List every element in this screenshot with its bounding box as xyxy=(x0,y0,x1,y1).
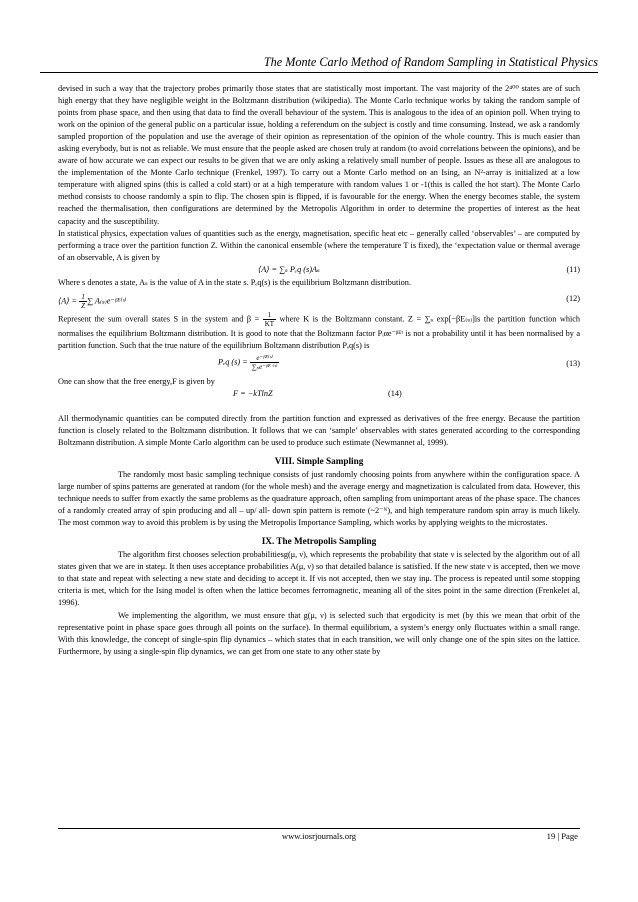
section-heading-metropolis-sampling: IX. The Metropolis Sampling xyxy=(261,536,377,547)
paragraph-metropolis-2: We implementing the algorithm, we must ensure that g(μ, ν) is selected such that ergodicity is met (by this we mean that orbit of the representative point in phase space goes through all points on the surface). In thermal equilibrium, a system’s energy only fluctuates within a small range. With this knowledge, the concept of single-spin flip dynamics – which states that in each transition, we will only change one of the spin sites on the lattice. Furthermore, by using a single-spin flip dynamics, we can get from one state to any other state by xyxy=(58,610,580,656)
paragraph-observables: In statistical physics, expectation values of quantities such as the energy, magnetisation, specific heat etc – generally called ‘observables’ – are computed by performing a trace over the partition function Z. Within the canonical ensemble (where the temperature T is fixed), the ‘expectation value or thermal average of an observable, A is given by xyxy=(58,228,580,262)
footer-rule xyxy=(58,828,580,829)
equation-14 xyxy=(58,388,580,401)
article-body xyxy=(58,83,580,658)
equation-12-number: (12) xyxy=(566,293,580,303)
footer-url: www.iosrjournals.org xyxy=(281,831,357,841)
equation-12-body xyxy=(58,293,126,310)
beta-denominator: KT xyxy=(264,319,275,328)
paragraph-free-energy: One can show that the free energy,F is given by xyxy=(58,376,215,386)
beta-numerator: 1 xyxy=(263,311,276,320)
section-heading-simple-sampling: VIII. Simple Sampling xyxy=(274,456,364,467)
paragraph-simple-sampling: The randomly most basic sampling technique consists of just randomly choosing points from anywhere within the configuration space. A large number of spins patterns are generated at random (for the whole mesh) and the average energy and magnetization is calculated from data. However, this technique needs to suffer from exactly the same problems as the quadrature approach, often sampling from unimportant areas of the phase space. The chances of a randomly created array of spin producing and all – up/ all- down spin pattern is remote (~2⁻ᴺ), and high temperature random spin array is much likely. The most common way to avoid this problem is by using the Metropolis Importance Sampling, which works by applying weights to the microstates. xyxy=(58,470,580,528)
equation-12 xyxy=(58,289,580,311)
equation-11-body: ⟨A⟩ = ∑ₛ Pₑq (s)Aₛ xyxy=(258,264,320,274)
paragraph-intro: devised in such a way that the trajectory probes primarily those states that are statistically most important. The vast majority of the 2⁴⁰⁰ states are of such high energy that they have negligible weight in the Boltzmann distribution (wikipedia). The Monte Carlo technique works by taking the random sample of points from phase space, and then using that data to find the overall behaviour of the system. This is analogous to the idea of an opinion poll. When trying to work on the opinion of the general public on a particular issue, holding a referendum on the subject is costly and time consuming. Instead, we ask a randomly sampled proportion of the population and use the average of their opinion as representation of the opinion of the whole country. This is much easier than asking everybody, but is not as reliable. We must ensure that the people asked are chosen truly at random (to avoid correlations between the opinions), and be aware of how accurate we can expect our results to be given that we are only asking a relatively small number of people. Issues as these all are analogous to the implementation of the Monte Carlo technique (Frenkel, 1997). To carry out a Monte Carlo method on an Ising, an N²-array is initialized at a low temperature with aligned spins (this is called a cold start) or at a high temperature with random values 1 or -1(this is called the hot start). The Monte Carlo method consists to choose randomly a spin to flip. The chosen spin is flipped, if is favourable for the energy. When the energy becomes stable, the system reached the thermalisation, then configurations are determined by the Metropolis Algorithm in order to determine the properties of interest as the heat capacity and the susceptibility. xyxy=(58,84,580,226)
paragraph-partition-function xyxy=(58,311,580,352)
equation-13-body xyxy=(218,354,279,371)
footer-page-number: 19 | Page xyxy=(546,831,578,841)
paragraph-state-definition: Where s denotes a state, Aₛ is the value of A in the state s. Pₑq(s) is the equilibrium Boltzmann distribution. xyxy=(58,277,411,287)
equation-13-number: (13) xyxy=(566,358,580,368)
header-rule xyxy=(40,72,598,73)
equation-13 xyxy=(58,352,580,376)
paragraph-thermodynamic: All thermodynamic quantities can be computed directly from the partition function and expressed as derivatives of the free energy. Because the partition function is closely related to the Boltzmann distribution. It follows that we can ‘sample’ observables with states generated according to the corresponding Boltzmann distribution. A simple Monte Carlo algorithm can be used to produce such estimate (Newmannet al, 1999). xyxy=(58,413,580,447)
equation-12-lhs: ⟨A⟩ = xyxy=(58,296,80,306)
equation-12-rhs: ∑ A₍ₛ₎e⁻ᵝᴱ⁽ˢ⁾ xyxy=(87,296,127,306)
equation-13-numerator: e⁻ᵝᴱ⁽ˢ⁾ xyxy=(250,354,280,363)
equation-12-denominator: Z xyxy=(81,301,86,310)
equation-12-fraction xyxy=(79,293,87,310)
equation-14-body: F = −kTlnZ xyxy=(233,388,273,398)
partition-function-text: where K is the Boltzmann constant. Z = ∑ₛ exp[−βE₍ₛ₎]is the partition function which normalises the equilibrium Boltzmann distribution. It is good to note that the Boltzmann factor Pᵢαe⁻ᵝᴱⁱ is not a probability until it has been normalised by a partition function. Such that the true nature of the equilibrium Boltzmann distribution Pₑq(s) is xyxy=(58,314,581,350)
beta-fraction xyxy=(263,311,276,328)
paragraph-metropolis-1: The algorithm first chooses selection probabilitiesg(μ, ν), which represents the probability that state ν is selected by the algorithm out of all states given that we are in stateμ. It then uses acceptance probabilities A(μ, ν) so that detailed balance is satisfied. If the new state ν is accepted, then we move to that state and repeat with selecting a new state and deciding to accept it. If νis not accepted, then we stay inμ. The process is repeated until some stopping criteria is met, which for the Ising model is often when the lattice becomes ferromagnetic, meaning all of the sites point in the same direction (Frenkelet al, 1996). xyxy=(58,550,580,608)
equation-12-numerator: 1 xyxy=(79,293,87,302)
equation-13-denominator: ∑ₛe⁻ᵝᴱ ⁽ˢ⁾ xyxy=(251,362,278,371)
beta-definition-text: Represent the sum overall states S in the system and β = xyxy=(58,314,260,324)
equation-14-number: (14) xyxy=(388,388,402,398)
equation-11-number: (11) xyxy=(566,264,580,274)
spacer xyxy=(58,401,580,413)
running-title: The Monte Carlo Method of Random Sampling in Statistical Physics xyxy=(263,55,598,69)
equation-13-fraction xyxy=(250,354,280,371)
equation-11 xyxy=(58,264,580,277)
equation-13-lhs: Pₑq (s) = xyxy=(218,357,250,367)
